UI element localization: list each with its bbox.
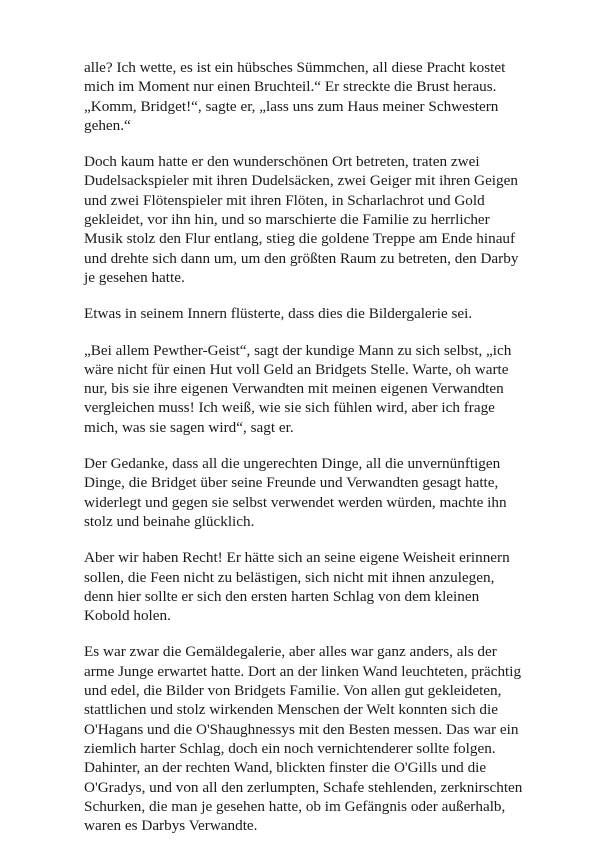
paragraph-3: Etwas in seinem Innern flüsterte, dass dies die Bildergalerie sei. — [84, 305, 473, 323]
paragraph-5: Der Gedanke, dass all die ungerechten Dinge, all die unvernünftigen Dinge, die Bridget über seine Freunde und Verwandten gesagt hatte, widerlegt und gegen sie selbst verwendet werden würden, machte ihn stolz und beinahe glücklich. — [84, 455, 507, 530]
paragraph-6: Aber wir haben Recht! Er hätte sich an seine eigene Weisheit erinnern sollen, die Feen nicht zu belästigen, sich nicht mit ihnen anzulegen, denn hier sollte er sich den ersten harten Schlag von dem kleinen Kobold holen. — [84, 549, 510, 625]
paragraph-7: Es war zwar die Gemäldegalerie, aber alles war ganz anders, als der arme Junge erwartet hatte. Dort an der linken Wand leuchteten, prächtig und edel, die Bilder von Bridgets Familie. Von allen gut gekleideten, stattlichen und stolz wirkenden Menschen der Welt konnten sich die O'Hagans und die O'Shaughnessys mit den Besten messen. Das war ein ziemlich harter Schlag, doch ein noch vernichtenderer sollte folgen. Dahinter, an der rechten Wand, blickten finster die O'Gills und die O'Gradys, und von all den zerlumpten, Schafe stehlenden, zerknirschten Schurken, die man je gesehen hatte, ob im Gefängnis oder außerhalb, waren es Darbys Verwandte. — [84, 643, 523, 835]
paragraph-1: alle? Ich wette, es ist ein hübsches Sümmchen, all diese Pracht kostet mich im Moment nur einen Bruchteil.“ Er streckte die Brust heraus. „Komm, Bridget!“, sagte er, „lass uns zum Haus meiner Schwestern gehen.“ — [84, 59, 506, 134]
paragraph-4: „Bei allem Pewther-Geist“, sagt der kundige Mann zu sich selbst, „ich wäre nicht für einen Hut voll Geld an Bridgets Stelle. Warte, oh warte nur, bis sie ihre eigenen Verwandten mit meinen eigenen Verwandten vergleichen muss! Ich weiß, wie sie sich fühlen wird, aber ich frage mich, was sie sagen wird“, sagt er. — [84, 341, 512, 436]
document-page — [84, 58, 524, 852]
paragraph-2: Doch kaum hatte er den wunderschönen Ort betreten, traten zwei Dudelsackspieler mit ihren Dudelsäcken, zwei Geiger mit ihren Geigen und zwei Flötenspieler mit ihren Flöten, in Scharlachrot und Gold gekleidet, vor ihn hin, und so marschierte die Familie zu herrlicher Musik stolz den Flur entlang, stieg die goldene Treppe am Ende hinauf und drehte sich dann um, um den größten Raum zu betreten, den Darby je gesehen hatte. — [84, 153, 519, 286]
